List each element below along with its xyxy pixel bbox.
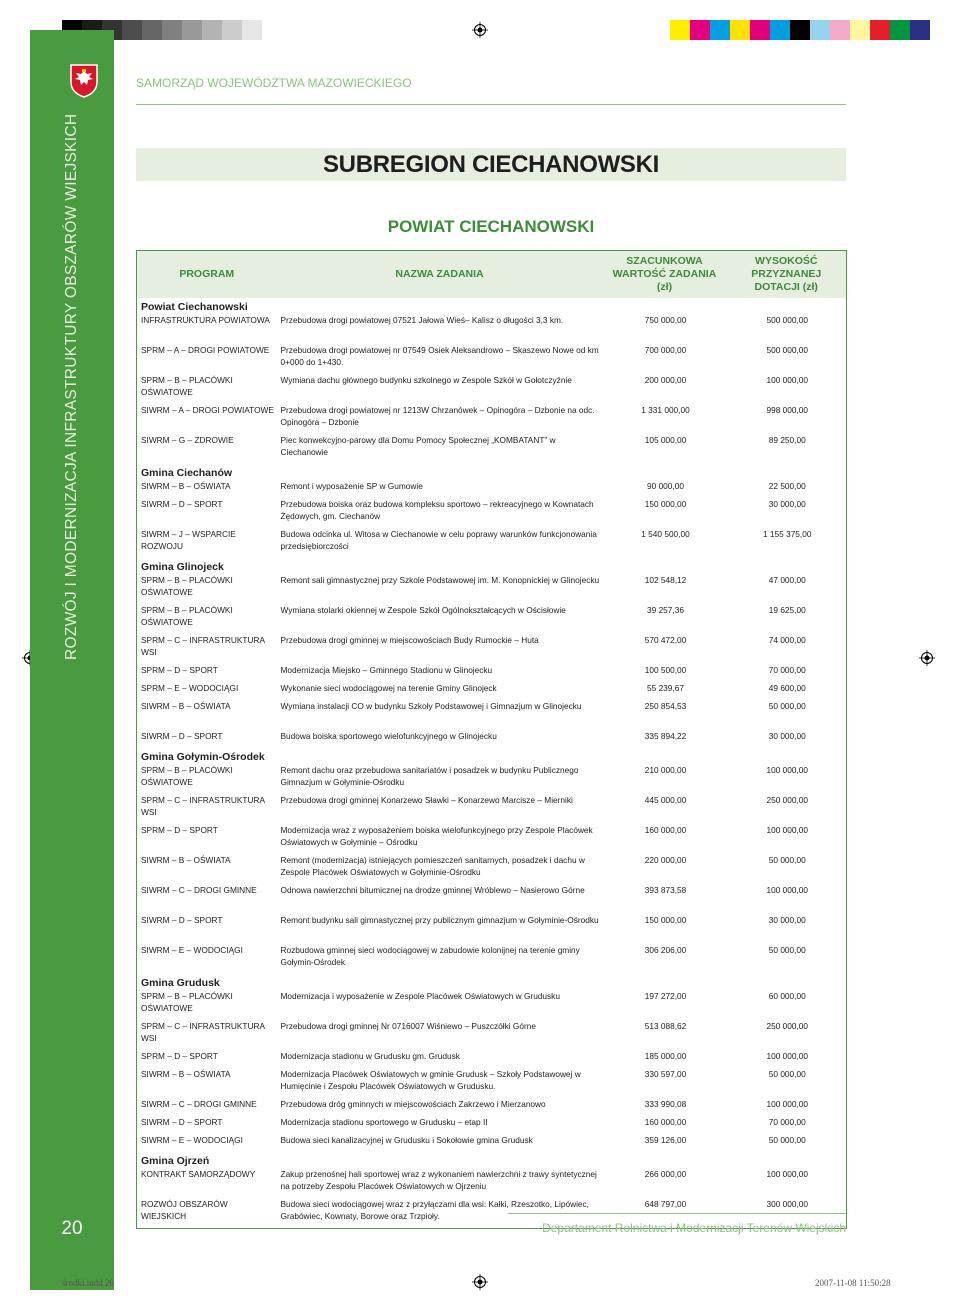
table-row (137, 1168, 847, 1198)
cell-value: 102 548,12 (644, 575, 687, 585)
table-row (137, 764, 847, 794)
group-name: Gmina Ojrzeń (141, 1155, 210, 1167)
cell-task: Przebudowa boiska oraz budowa kompleksu sportowo – rekreacyjnego w Kownatach Żędowych, gm. Ciechanów (280, 499, 594, 521)
cell-program: SIWRM – C – DROGI GMINNE (141, 1099, 257, 1109)
cell-program: ROZWÓJ OBSZARÓW WIEJSKICH (141, 1199, 228, 1221)
calibration-swatch (730, 20, 750, 40)
cell-program: SPRM – D – SPORT (141, 665, 218, 675)
group-header-row (137, 464, 847, 480)
cell-value: 210 000,00 (644, 765, 687, 775)
cell-grant: 500 000,00 (766, 345, 809, 355)
calibration-swatch (142, 20, 162, 40)
table-row (137, 700, 847, 730)
cell-program: SIWRM – B – OŚWIATA (141, 701, 231, 711)
group-header-row (137, 558, 847, 574)
cell-grant: 250 000,00 (766, 795, 809, 805)
table-row (137, 664, 847, 682)
cell-task: Przebudowa drogi powiatowej nr 07549 Osiek Aleksandrowo – Skaszewo Nowe od km 0+000 do 1+430. (280, 345, 599, 367)
calibration-swatch (770, 20, 790, 40)
table-row (137, 730, 847, 748)
cell-value: 197 272,00 (644, 991, 687, 1001)
cell-grant: 49 600,00 (768, 683, 806, 693)
cell-program: SPRM – B – PLACÓWKI OŚWIATOWE (141, 991, 233, 1013)
cell-task: Modernizacja i wyposażenie w Zespole Placówek Oświatowych w Grudusku (280, 991, 560, 1001)
calibration-swatch (790, 20, 810, 40)
cell-program: SIWRM – C – DROGI GMINNE (141, 885, 257, 895)
cell-task: Budowa boiska sportowego wielofunkcyjnego w Glinojecku (280, 731, 497, 741)
cell-grant: 100 000,00 (766, 885, 809, 895)
cell-grant: 100 000,00 (766, 1099, 809, 1109)
table-row (137, 944, 847, 974)
cell-grant: 100 000,00 (766, 1169, 809, 1179)
registration-mark-icon (919, 650, 935, 666)
cell-grant: 50 000,00 (768, 855, 806, 865)
cell-value: 105 000,00 (644, 435, 687, 445)
cell-program: SIWRM – D – SPORT (141, 915, 223, 925)
cell-value: 160 000,00 (644, 1117, 687, 1127)
cell-task: Rozbudowa gminnej sieci wodociągowej w zabudowie kolonijnej na terenie gminy Gołymin-Ośrodek (280, 945, 580, 967)
cell-program: SIWRM – G – ZDROWIE (141, 435, 234, 445)
cell-task: Wykonanie sieci wodociągowej na terenie Gminy Glinojeck (280, 683, 497, 693)
title-bar (136, 148, 846, 181)
cell-value: 39 257,36 (647, 605, 684, 615)
cell-grant: 60 000,00 (768, 991, 806, 1001)
cell-task: Piec konwekcyjno-parowy dla Domu Pomocy Społecznej „KOMBATANT” w Ciechanowie (280, 435, 556, 457)
cell-task: Przebudowa drogi gminnej Konarzewo Sławki – Konarzewo Marcisze – Mierniki (280, 795, 573, 805)
cell-program: SPRM – B – PLACÓWKI OŚWIATOWE (141, 375, 233, 397)
color-calibration-strip (670, 20, 930, 40)
cell-value: 90 000,00 (647, 481, 684, 491)
sidebar (30, 30, 114, 1290)
cell-task: Zakup przenośnej hali sportowej wraz z wykonaniem nawierzchni z trawy syntetycznej na potrzeby Zespołu Placówek Oświatowych w Ojrzeniu (280, 1169, 597, 1191)
calibration-swatch (850, 20, 870, 40)
cell-task: Remont (modernizacja) istniejących pomieszczeń sanitarnych, posadzek i dachu w Zespole Placówek Oświatowych w Gołyminie-Ośrodku (280, 855, 585, 877)
cell-program: SIWRM – J – WSPARCIE ROZWOJU (141, 529, 236, 551)
cell-program: SIWRM – E – WODOCIĄGI (141, 1135, 243, 1145)
calibration-swatch (810, 20, 830, 40)
cell-grant: 50 000,00 (768, 1135, 806, 1145)
calibration-swatch (710, 20, 730, 40)
table-row (137, 1116, 847, 1134)
cell-value: 306 206,00 (644, 945, 687, 955)
cell-grant: 500 000,00 (766, 315, 809, 325)
registration-mark-icon (472, 22, 488, 38)
calibration-swatch (122, 20, 142, 40)
cell-grant: 30 000,00 (768, 731, 806, 741)
table-row (137, 914, 847, 944)
table-row (137, 404, 847, 434)
organization-name: SAMORZĄD WOJEWÓDZTWA MAZOWIECKIEGO (136, 76, 412, 90)
cell-value: 1 540 500,00 (641, 529, 690, 539)
calibration-swatch (890, 20, 910, 40)
page-subtitle: POWIAT CIECHANOWSKI (387, 217, 595, 236)
cell-program: SPRM – C – INFRASTRUKTURA WSI (141, 795, 265, 817)
cell-task: Wymiana dachu głównego budynku szkolnego w Zespole Szkół w Gołotczyźnie (280, 375, 572, 385)
group-name: Gmina Glinojeck (141, 561, 224, 573)
cell-value: 335 894,22 (644, 731, 687, 741)
cell-value: 150 000,00 (644, 915, 687, 925)
group-name: Gmina Grudusk (141, 977, 220, 989)
cell-task: Remont sali gimnastycznej przy Szkole Podstawowej im. M. Konopnickiej w Glinojecku (280, 575, 600, 585)
cell-task: Przebudowa drogi powiatowej 07521 Jałowa Wieś– Kalisz o długości 3,3 km. (280, 315, 564, 325)
table-row (137, 528, 847, 558)
cell-program: SPRM – B – PLACÓWKI OŚWIATOWE (141, 765, 233, 787)
cell-value: 445 000,00 (644, 795, 687, 805)
table-row (137, 824, 847, 854)
cell-grant: 89 250,00 (768, 435, 806, 445)
cell-program: SPRM – B – PLACÓWKI OŚWIATOWE (141, 575, 233, 597)
table-row (137, 854, 847, 884)
group-header-row (137, 1152, 847, 1168)
cell-grant: 50 000,00 (768, 1069, 806, 1079)
footer-divider (508, 1213, 846, 1214)
table-row (137, 574, 847, 604)
cell-task: Remont budynku sali gimnastycznej przy publicznym gimnazjum w Gołyminie-Ośrodku (280, 915, 599, 925)
group-name: Gmina Gołymin-Ośrodek (141, 751, 265, 763)
page-number: 20 (61, 1218, 83, 1239)
group-name: Powiat Ciechanowski (141, 301, 248, 313)
cell-task: Budowa odcinka ul. Witosa w Ciechanowie w celu poprawy warunków funkcjonowania przedsiębiorczości (280, 529, 597, 551)
cell-program: SPRM – D – SPORT (141, 1051, 218, 1061)
table-row (137, 794, 847, 824)
cell-grant: 100 000,00 (766, 765, 809, 775)
calibration-swatch (162, 20, 182, 40)
cell-task: Budowa sieci kanalizacyjnej w Grudusku i Sokołowie gmina Grudusk (280, 1135, 533, 1145)
cell-grant: 100 000,00 (766, 375, 809, 385)
cell-grant: 47 000,00 (768, 575, 806, 585)
column-header-task: NAZWA ZADANIA (277, 251, 603, 299)
cell-program: SPRM – E – WODOCIĄGI (141, 683, 239, 693)
coat-of-arms-icon (70, 64, 98, 98)
cell-task: Modernizacja wraz z wyposażeniem boiska wielofunkcyjnego przy Zespole Placówek Oświatowych w Gołyminie – Ośrodku (280, 825, 593, 847)
cell-value: 700 000,00 (644, 345, 687, 355)
cell-task: Modernizacja Placówek Oświatowych w gminie Grudusk – Szkoły Podstawowej w Humięcinie i Zespołu Placówek Oświatowych w Grudusku. (280, 1069, 581, 1091)
table-row (137, 1020, 847, 1050)
cell-value: 160 000,00 (644, 825, 687, 835)
cell-program: SIWRM – D – SPORT (141, 1117, 223, 1127)
calibration-swatch (750, 20, 770, 40)
table-row (137, 1098, 847, 1116)
calibration-swatch (242, 20, 262, 40)
cell-grant: 250 000,00 (766, 1021, 809, 1031)
table-row (137, 374, 847, 404)
cell-value: 266 000,00 (644, 1169, 687, 1179)
cell-task: Remont i wyposażenie SP w Gumowie (280, 481, 423, 491)
table-row (137, 1050, 847, 1068)
cell-value: 330 597,00 (644, 1069, 687, 1079)
cell-grant: 50 000,00 (768, 945, 806, 955)
cell-grant: 22 500,00 (768, 481, 806, 491)
cell-task: Modernizacja Miejsko – Gminnego Stadionu w Glinojecku (280, 665, 493, 675)
table-row (137, 682, 847, 700)
cell-value: 185 000,00 (644, 1051, 687, 1061)
cell-grant: 19 625,00 (768, 605, 806, 615)
cell-task: Przebudowa drogi gminnej w miejscowościach Budy Rumockie – Huta (280, 635, 539, 645)
cell-grant: 70 000,00 (768, 1117, 806, 1127)
cell-grant: 30 000,00 (768, 915, 806, 925)
cell-grant: 1 155 375,00 (763, 529, 812, 539)
cell-program: SIWRM – B – OŚWIATA (141, 1069, 231, 1079)
calibration-swatch (202, 20, 222, 40)
sidebar-vertical-title: ROZWÓJ I MODERNIZACJA INFRASTRUKTURY OBSZARÓW WIEJSKICH (63, 113, 80, 660)
cell-value: 513 088,62 (644, 1021, 687, 1031)
group-header-row (137, 298, 847, 314)
cell-value: 250 854,53 (644, 701, 687, 711)
cell-value: 200 000,00 (644, 375, 687, 385)
table-row (137, 884, 847, 914)
table-row (137, 1134, 847, 1152)
cell-task: Modernizacja stadionu sportowego w Grudusku – etap II (280, 1117, 488, 1127)
cell-program: SIWRM – A – DROGI POWIATOWE (141, 405, 274, 415)
table-row (137, 1068, 847, 1098)
page-title: SUBREGION CIECHANOWSKI (322, 151, 660, 178)
cell-program: SIWRM – D – SPORT (141, 731, 223, 741)
cell-task: Remont dachu oraz przebudowa sanitariatów i posadzek w budynku Publicznego Gimnazjum w Gołyminie-Ośrodku (280, 765, 579, 787)
table-row (137, 634, 847, 664)
cell-value: 648 797,00 (644, 1199, 687, 1209)
cell-task: Przebudowa dróg gminnych w miejscowościach Zakrzewo i Mierzanowo (280, 1099, 546, 1109)
cell-value: 220 000,00 (644, 855, 687, 865)
cell-value: 359 126,00 (644, 1135, 687, 1145)
group-header-row (137, 974, 847, 990)
table-row (137, 314, 847, 344)
calibration-swatch (830, 20, 850, 40)
table-row (137, 990, 847, 1020)
print-slug-file: środki.indd 20 (62, 1278, 115, 1288)
calibration-swatch (182, 20, 202, 40)
cell-value: 570 472,00 (644, 635, 687, 645)
cell-task: Budowa sieci wodociągowej wraz z przyłączami dla wsi: Kałki, Rzeszotko, Lipówiec, Grabówiec, Kownaty, Borowe oraz Trzpioły. (280, 1199, 589, 1221)
cell-grant: 300 000,00 (766, 1199, 809, 1209)
group-header-row (137, 748, 847, 764)
column-header-value: SZACUNKOWA WARTOŚĆ ZADANIA (zł) (603, 251, 727, 299)
calibration-swatch (910, 20, 930, 40)
table-row (137, 434, 847, 464)
cell-value: 100 500,00 (644, 665, 687, 675)
group-name: Gmina Ciechanów (141, 467, 233, 479)
table-header-row (137, 251, 847, 299)
cell-grant: 100 000,00 (766, 825, 809, 835)
cell-program: SPRM – A – DROGI POWIATOWE (141, 345, 270, 355)
cell-grant: 74 000,00 (768, 635, 806, 645)
cell-value: 750 000,00 (644, 315, 687, 325)
registration-mark-icon (472, 1274, 488, 1290)
calibration-swatch (870, 20, 890, 40)
cell-program: SIWRM – E – WODOCIĄGI (141, 945, 243, 955)
cell-task: Przebudowa drogi powiatowej nr 1213W Chrzanówek – Opinogóra – Dzbonie na odc. Opinogóra – Dzbonie (280, 405, 595, 427)
footer-department: Departament Rolnictwa i Modernizacji Terenów Wiejskich (542, 1221, 846, 1235)
cell-program: SPRM – B – PLACÓWKI OŚWIATOWE (141, 605, 233, 627)
calibration-swatch (690, 20, 710, 40)
cell-grant: 100 000,00 (766, 1051, 809, 1061)
cell-value: 333 990,08 (644, 1099, 687, 1109)
cell-program: SPRM – C – INFRASTRUKTURA WSI (141, 635, 265, 657)
cell-program: SIWRM – B – OŚWIATA (141, 481, 231, 491)
cell-grant: 50 000,00 (768, 701, 806, 711)
cell-value: 1 331 000,00 (641, 405, 690, 415)
table-row (137, 480, 847, 498)
cell-program: SPRM – D – SPORT (141, 825, 218, 835)
cell-task: Przebudowa drogi gminnej Nr 0716007 Wiśniewo – Puszczółki Górne (280, 1021, 536, 1031)
cell-task: Modernizacja stadionu w Grudusku gm. Grudusk (280, 1051, 460, 1061)
cell-value: 55 239,67 (647, 683, 684, 693)
column-header-grant: WYSOKOŚĆ PRZYZNANEJ DOTACJI (zł) (727, 251, 847, 299)
table-row (137, 604, 847, 634)
cell-program: SIWRM – D – SPORT (141, 499, 223, 509)
table-row (137, 344, 847, 374)
cell-program: SPRM – C – INFRASTRUKTURA WSI (141, 1021, 265, 1043)
calibration-swatch (670, 20, 690, 40)
print-slug-date: 2007-11-08 11:50:28 (815, 1278, 891, 1288)
cell-value: 393 873,58 (644, 885, 687, 895)
cell-grant: 70 000,00 (768, 665, 806, 675)
cell-program: INFRASTRUKTURA POWIATOWA (141, 315, 270, 325)
cell-program: SIWRM – B – OŚWIATA (141, 855, 231, 865)
header-divider (136, 104, 846, 105)
column-header-program: PROGRAM (137, 251, 277, 299)
grants-table (136, 250, 847, 1229)
cell-grant: 30 000,00 (768, 499, 806, 509)
cell-value: 150 000,00 (644, 499, 687, 509)
cell-task: Odnowa nawierzchni bitumicznej na drodze gminnej Wróblewo – Nasierowo Górne (280, 885, 585, 895)
calibration-swatch (222, 20, 242, 40)
calibration-swatch (262, 20, 282, 40)
cell-grant: 998 000,00 (766, 405, 809, 415)
cell-task: Wymiana stolarki okiennej w Zespole Szkół Ogólnokształcących w Ościsłowie (280, 605, 566, 615)
cell-task: Wymiana instalacji CO w budynku Szkoły Podstawowej i Gimnazjum w Glinojecku (280, 701, 582, 711)
cell-program: KONTRAKT SAMORZĄDOWY (141, 1169, 256, 1179)
table-row (137, 498, 847, 528)
